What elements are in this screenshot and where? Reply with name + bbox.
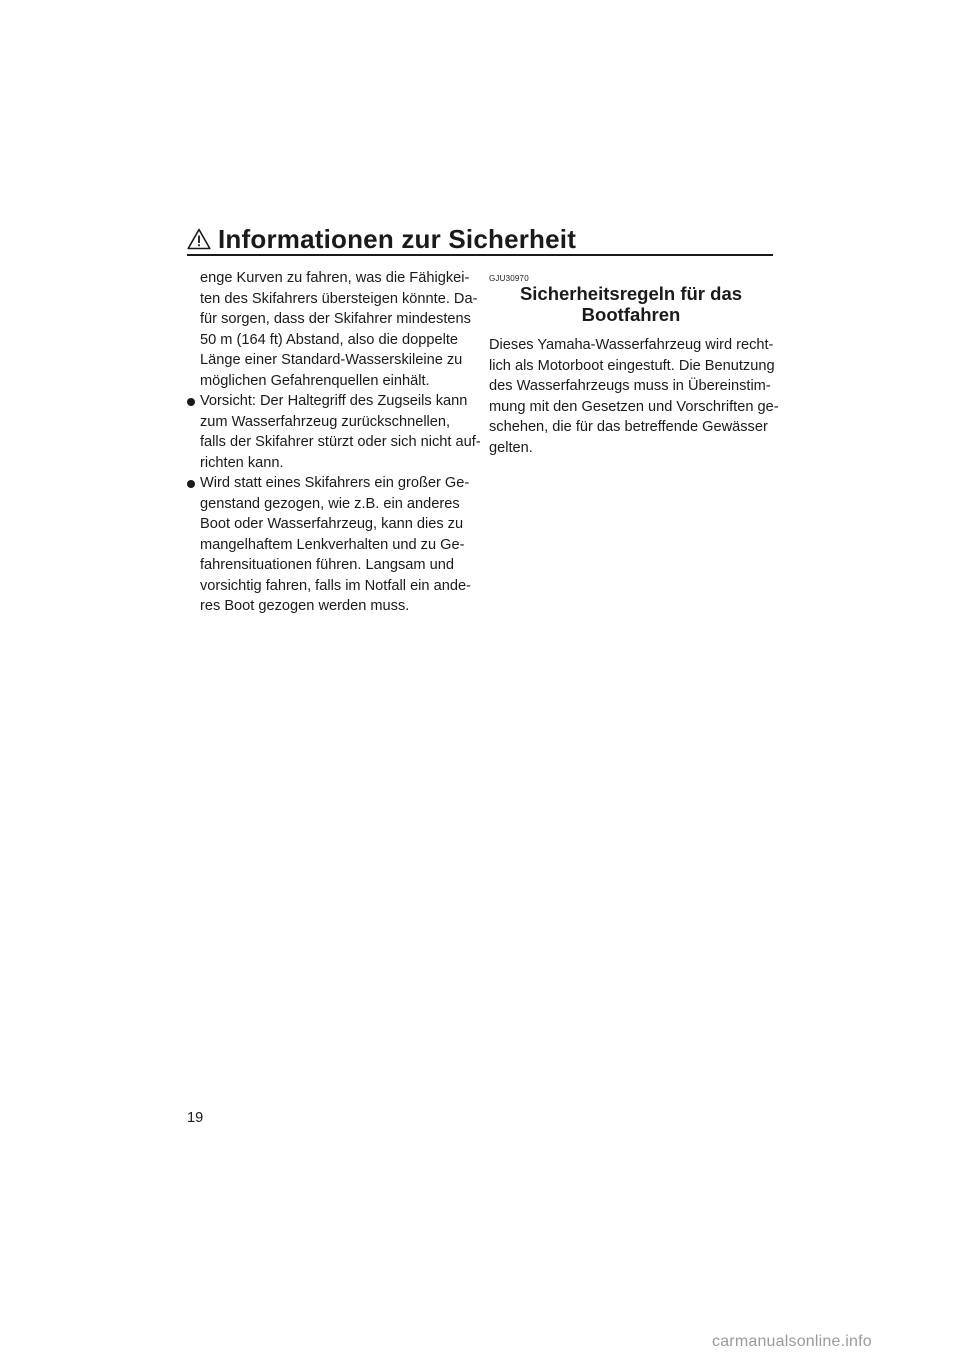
text-line: für sorgen, dass der Skifahrer mindestens xyxy=(200,311,471,327)
section-title xyxy=(489,283,773,325)
bullet-item xyxy=(187,473,477,617)
bullet-icon xyxy=(187,480,195,488)
text-line: 50 m (164 ft) Abstand, also die doppelte xyxy=(200,331,458,348)
text-line: fahrensituationen führen. Langsam und xyxy=(200,557,454,573)
text-line: richten kann. xyxy=(200,454,284,471)
text-line: Länge einer Standard-Wasserskileine zu xyxy=(200,352,463,368)
right-column xyxy=(489,274,779,458)
text-line: genstand gezogen, wie z.B. ein anderes xyxy=(200,495,460,512)
text-line: ten des Skifahrers übersteigen könnte. Da- xyxy=(200,290,478,307)
continuation-paragraph xyxy=(187,268,477,391)
text-line: zum Wasserfahrzeug zurückschnellen, xyxy=(200,413,451,430)
left-column xyxy=(187,268,481,617)
section-title-line: Sicherheitsregeln für das xyxy=(519,283,743,304)
text-line: enge Kurven zu fahren, was die Fähigkei- xyxy=(200,270,470,286)
text-line: res Boot gezogen werden muss. xyxy=(200,598,410,614)
section-code: GJU30970 xyxy=(489,274,529,283)
bullet-item xyxy=(187,391,481,473)
text-line: möglichen Gefahrenquellen einhält. xyxy=(200,372,430,389)
page-title: Informationen zur Sicherheit xyxy=(218,224,577,254)
section-title-line: Bootfahren xyxy=(581,304,681,325)
text-line: Dieses Yamaha-Wasserfahrzeug wird recht- xyxy=(489,337,774,353)
bullet-icon xyxy=(187,398,195,406)
text-line: vorsichtig fahren, falls im Notfall ein ande- xyxy=(200,577,471,594)
text-line: schehen, die für das betreffende Gewässer xyxy=(489,419,768,435)
page-number: 19 xyxy=(187,1110,204,1126)
text-line: falls der Skifahrer stürzt oder sich nicht auf- xyxy=(200,434,481,450)
text-line: Wird statt eines Skifahrers ein großer Ge- xyxy=(200,475,470,491)
text-line: Vorsicht: Der Haltegriff des Zugseils kann xyxy=(200,393,468,409)
text-line: lich als Motorboot eingestuft. Die Benutzung xyxy=(489,357,775,374)
watermark-text: carmanualsonline.info xyxy=(712,1333,872,1350)
text-line: des Wasserfahrzeugs muss in Übereinstim- xyxy=(489,378,771,394)
text-line: gelten. xyxy=(489,439,533,456)
text-line: Boot oder Wasserfahrzeug, kann dies zu xyxy=(200,516,464,532)
header-divider xyxy=(187,254,773,256)
warning-triangle-icon xyxy=(187,228,211,250)
section-body xyxy=(489,335,779,458)
text-line: mangelhaftem Lenkverhalten und zu Ge- xyxy=(200,536,465,553)
text-line: mung mit den Gesetzen und Vorschriften ge- xyxy=(489,398,779,415)
